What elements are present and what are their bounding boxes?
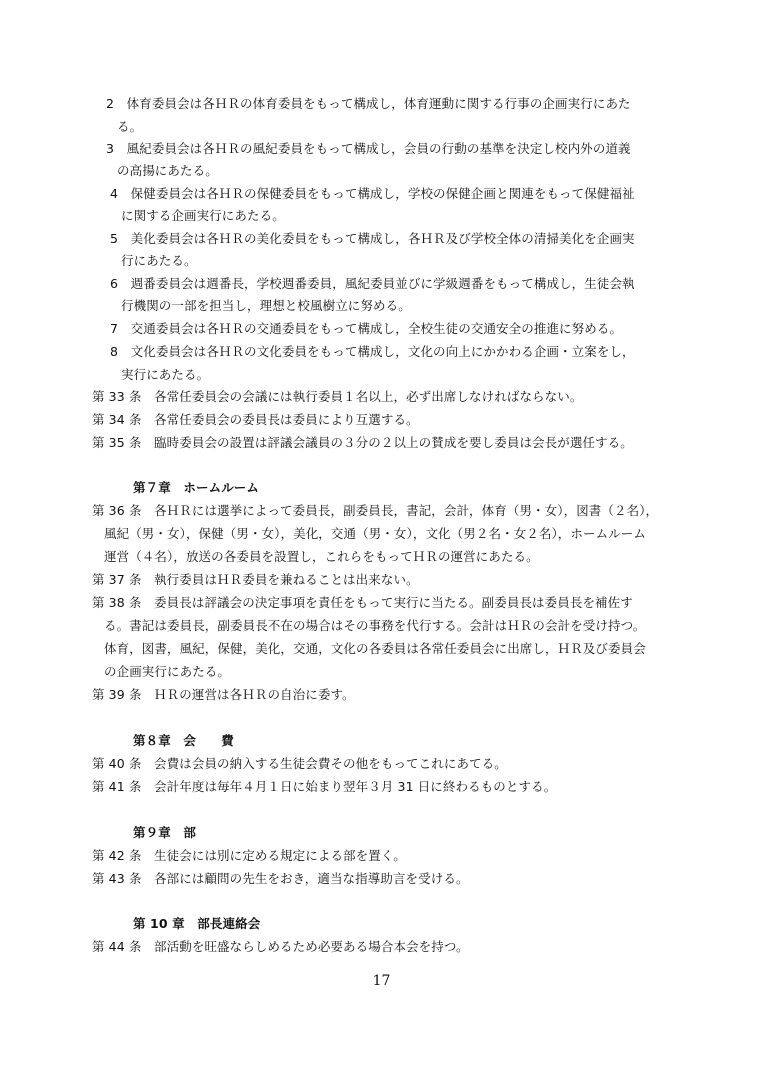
- article-42: 第 42 条 生徒会には別に定める規定による部を置く。: [92, 848, 406, 863]
- chapter-10-heading: 第 10 章 部長連絡会: [133, 916, 261, 931]
- chapter-7-heading: 第７章 ホームルーム: [133, 480, 260, 495]
- clause-32-3-line-2: の高揚にあたる。: [117, 163, 218, 178]
- clause-32-4-line-1: 4 保健委員会は各ＨＲの保健委員をもって構成し，学校の保健企画と関連をもって保健福祉: [110, 186, 635, 201]
- article-40: 第 40 条 会費は会員の納入する生徒会費その他をもってこれにあてる。: [92, 756, 507, 771]
- page-number: 17: [372, 973, 391, 989]
- article-36-line-3: 運営（４名），放送の各委員を設置し，これらをもってＨＲの運営にあたる。: [104, 549, 539, 564]
- article-41: 第 41 条 会計年度は毎年４月１日に始まり翌年３月 31 日に終わるものとする。: [92, 779, 557, 794]
- article-34: 第 34 条 各常任委員会の委員長は委員により互選する。: [92, 412, 419, 427]
- clause-32-7-line-1: 7 交通委員会は各ＨＲの交通委員をもって構成し，全校生徒の交通安全の推進に努める。: [110, 321, 623, 336]
- article-33: 第 33 条 各常任委員会の会議には執行委員１名以上，必ず出席しなければならない。: [92, 389, 583, 404]
- clause-32-6-line-1: 6 週番委員会は週番長，学校週番委員，風紀委員並びに学級週番をもって構成し，生徒会執: [110, 276, 635, 291]
- clause-32-3-line-1: 3 風紀委員会は各ＨＲの風紀委員をもって構成し，会員の行動の基準を決定し校内外の道義: [106, 141, 631, 156]
- article-38-line-2: る。書記は委員長，副委員長不在の場合はその事務を代行する。会計はＨＲの会計を受け持つ。: [104, 618, 646, 633]
- clause-32-6-line-2: 行機関の一部を担当し，理想と校風樹立に努める。: [121, 298, 411, 313]
- chapter-9-heading: 第９章 部: [133, 825, 197, 840]
- clause-32-2-line-1: 2 体育委員会は各ＨＲの体育委員をもって構成し，体育運動に関する行事の企画実行にあた: [106, 96, 631, 111]
- article-35: 第 35 条 臨時委員会の設置は評議会議員の３分の２以上の賛成を要し委員は会長が選任する。: [92, 435, 633, 450]
- chapter-8-heading: 第８章 会 費: [133, 733, 234, 748]
- article-38-line-1: 第 38 条 委員長は評議会の決定事項を責任をもって実行に当たる。副委員長は委員長を補佐す: [92, 595, 633, 610]
- clause-32-8-line-2: 実行にあたる。: [121, 367, 210, 382]
- clause-32-4-line-2: に関する企画実行にあたる。: [121, 208, 285, 223]
- article-38-line-4: の企画実行にあたる。: [104, 664, 231, 679]
- article-44: 第 44 条 部活動を旺盛ならしめるため必要ある場合本会を持つ。: [92, 939, 469, 954]
- article-36-line-2: 風紀（男・女），保健（男・女），美化，交通（男・女），文化（男２名・女２名），ホームルーム: [104, 526, 647, 541]
- article-38-line-3: 体育，図書，風紀，保健，美化，交通，文化の各委員は各常任委員会に出席し，ＨＲ及び委員会: [104, 641, 646, 656]
- article-43: 第 43 条 各部には顧問の先生をおき，適当な指導助言を受ける。: [92, 871, 469, 886]
- clause-32-5-line-2: 行にあたる。: [121, 253, 197, 268]
- clause-32-5-line-1: 5 美化委員会は各ＨＲの美化委員をもって構成し，各ＨＲ及び学校全体の清掃美化を企画実: [110, 231, 635, 246]
- article-36-line-1: 第 36 条 各ＨＲには選挙によって委員長，副委員長，書記，会計，体育（男・女），図書（２名），: [92, 503, 659, 518]
- article-39: 第 39 条 ＨＲの運営は各ＨＲの自治に委す。: [92, 687, 355, 702]
- clause-32-2-line-2: る。: [117, 119, 143, 134]
- article-37: 第 37 条 執行委員はＨＲ委員を兼ねることは出来ない。: [92, 572, 419, 587]
- clause-32-8-line-1: 8 文化委員会は各ＨＲの文化委員をもって構成し，文化の向上にかかわる企画・立案をし，: [110, 344, 635, 359]
